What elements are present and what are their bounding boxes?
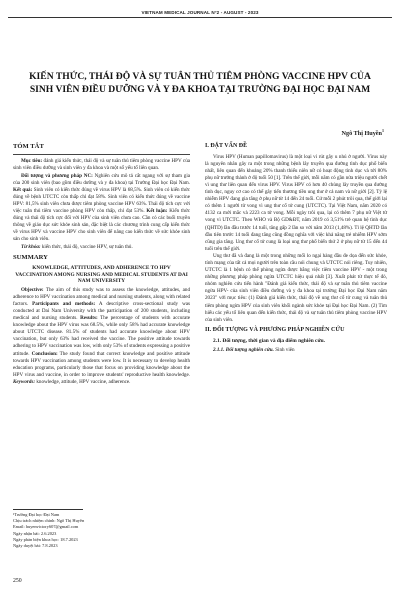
text-en-methods: A descriptive cross-sectional study was conducted at Dai Nam University with the participation of 200 students, including medical and nursing students. — [13, 301, 190, 322]
text-conclusion: Kiến thức đúng và thái độ tích cực đối với HPV của sinh viên chưa cao. Cần có các buổi truyền thông về giáo dục sức khỏe sinh sản, đặc biệt là các chương trình cung cấp kiến thức về virus HPV và vaccine HPV cho sinh viên để nâng cao kiến thức về sức khỏe sinh sản cho sinh viên. — [13, 207, 190, 243]
label-en-objective: Objective: — [21, 287, 44, 294]
methods-paragraph — [205, 347, 387, 354]
footnote-reviewed: Ngày phản biện khoa học: 18.7.2023 — [13, 536, 78, 542]
abstract-vi-methods — [13, 173, 190, 243]
english-title: KNOWLEDGE, ATTITUDES, AND ADHERENCE TO HPV VACCINATION AMONG NURSING AND MEDICAL STUDENTS AT DAI NAM UNIVERSITY — [15, 264, 188, 285]
author-name: Ngô Thị Huyền — [341, 130, 382, 138]
label-methods: Đối tượng và phương pháp NC: — [21, 172, 93, 179]
summary-heading: SUMMARY — [13, 253, 48, 261]
methods-subheading-2-1: 2.1. Đối tượng, thời gian và địa điểm nghiên cứu. — [213, 337, 326, 344]
left-column — [13, 143, 190, 386]
text-methods: Nghiên cứu mô tả cắt ngang với sự tham gia của 200 sinh viên (bao gồm điều dưỡng và y đa khoa) tại Trường Đại học Đại Nam. — [13, 172, 190, 186]
paper-title: KIẾN THỨC, THÁI ĐỘ VÀ SỰ TUÂN THỦ TIÊM PHÒNG VACCINE HPV CỦA SINH VIÊN ĐIỀU DƯỠNG VÀ Y ĐA KHOA TẠI TRƯỜNG ĐẠI HỌC ĐẠI NAM — [29, 71, 371, 95]
intro-paragraph-1: Virus HPV (Human papillomavirus) là một loại vi rút gây u nhú ở người. Virus này là nguyên nhân gây ra một trong những bệnh lây truyền qua đường tình dục phổ biến nhất, liên quan đến khoảng 20% thanh thiếu niên nữ có hoạt động tình dục và tới 80% phụ nữ trưởng thành ở độ tuổi 50 [1]. Trên thế giới, mỗi năm có gần nửa triệu người chết vì ung thư liên quan đến virus HPV. Virus HPV có hơn 40 chủng lây truyền qua đường tình dục, nguy cơ cao có thể gây tiến thương tiền ung thư ở cả nam và nữ giới [2]. Tỷ lệ nhiễm HPV đang gia tăng ở phụ nữ từ 14 đến 24 tuổi. Cứ mỗi 2 phút trôi qua, thế giới lại có thêm 1 người tử vong vì ung thư cổ tử cung (UTCTC). Tại Việt Nam, năm 2020 có 4132 ca mới mắc và 2223 ca tử vong. Mỗi ngày trôi qua, lại có thêm 7 phụ nữ Việt tử vong vì UTCTC. Theo WHO và Bộ GD&ĐT, năm 2019 có 3,51% trẻ quan hệ tình dục (QHTD) lần đầu trước 14 tuổi, tăng gấp 2 lần so với năm 2013 (1,48%). Tỉ lệ QHTD lần đầu tiên trước 14 tuổi đang tăng cũng đồng nghĩa với việc khả năng trẻ nhiễm HPV sớm cũng gia tăng. Ung thư cổ tử cung là loại ung thư phổ biến thứ 2 ở phụ nữ từ 15 đến 44 tuổi trên thế giới. — [205, 154, 387, 252]
footnote-rule — [13, 509, 83, 510]
text-en-conclusion: The study found that correct knowledge and positive attitude towards HPV vaccination among students were low. It is necessary to develop health education programs, particularly those that focus on providing knowledge about the HPV virus and vaccine, in order to improve students' reproductive health knowledge. — [13, 350, 190, 378]
label-objective: Mục tiêu: — [21, 158, 43, 165]
intro-heading: I. ĐẶT VẤN ĐỀ — [205, 143, 248, 149]
footnote-email: Email: huyenvictory607@gmail.com — [13, 524, 79, 530]
right-column — [205, 143, 387, 354]
methods-text: Sinh viên — [273, 346, 295, 353]
text-keywords-en: knowledge, attitude, HPV vaccine, adherence. — [35, 378, 131, 385]
label-en-conclusion: Conclusion: — [31, 350, 58, 357]
abstract-rule — [13, 154, 190, 155]
label-en-results: Results: — [80, 315, 98, 322]
methods-heading: II. ĐỐI TƯỢNG VÀ PHƯƠNG PHÁP NGHIÊN CỨU — [205, 326, 345, 333]
abstract-en-body — [13, 287, 190, 386]
page-number: 250 — [13, 578, 22, 584]
footnote-received: Ngày nhận bài: 2.6.2023 — [13, 530, 57, 536]
abstract-vi-objective — [13, 158, 190, 172]
label-en-methods: Participants and methods: — [32, 301, 96, 308]
label-keywords-vi: Từ khóa: — [21, 243, 41, 250]
author — [240, 128, 384, 137]
text-objective: đánh giá kiến thức, thái độ và sự tuân thủ tiêm phòng vaccine HPV của sinh viên điều dưỡng và sinh viên y đa khoa và một số yếu tố liên quan. — [13, 158, 191, 172]
header-rule — [8, 17, 392, 18]
footnote-corresponding: Chịu trách nhiệm chính: Ngô Thị Huyền — [13, 518, 85, 524]
label-results: Kết quả: — [13, 186, 33, 193]
text-keywords-vi: kiến thức, thái độ, vaccine HPV, sự tuân thủ. — [40, 243, 133, 250]
label-conclusion: Kết luận: — [146, 207, 168, 214]
journal-header: VIETNAM MEDICAL JOURNAL N°2 - AUGUST - 2023 — [141, 10, 259, 15]
footnote-affiliation: ¹Trường Đại học Đại Nam — [13, 512, 60, 517]
footnote — [13, 509, 190, 549]
abstract-vi-keywords — [13, 244, 190, 251]
text-results: Sinh viên có kiến thức đúng về virus HPV là 68,5%. Sinh viên có kiến thức đúng về bệnh UTCTC còn thấp chỉ đạt 58%. Sinh viên có kiến thức đúng về vaccine HPV: 81,5% sinh viên chưa được tiêm phòng vaccine HPV 63%. Thái độ tích cực với việc tuân thủ tiêm vaccine phòng HPV còn thấp, chỉ đạt 53%. — [13, 186, 190, 214]
author-affiliation-mark: 1 — [382, 128, 384, 133]
label-keywords-en: Keywords: — [13, 378, 36, 385]
methods-subheading-2-1-1: 2.1.1. Đối tượng nghiên cứu. — [213, 346, 274, 353]
footnote-accepted: Ngày duyệt bài: 7.8.2023 — [13, 543, 58, 549]
abstract-vi-heading: TÓM TẮT — [13, 143, 44, 150]
intro-paragraph-2: Ung thư đã và đang là một trong những mối lo ngại hàng đầu đe dọa đến sức khỏe, tính mạng của tất cả mọi người trên toàn cầu nói chung và UTCTC nói riêng. Tuy nhiên, UTCTC là 1 bệnh có thể phòng ngừa được bằng việc tiêm vaccine HPV - một trong những phương pháp phòng ngừa UTCTC hiệu quả nhất [3]. Xuất phát từ thực tế đó, nhóm nghiên cứu tiến hành "Đánh giá kiến thức, thái độ và sự tuân thủ tiêm vaccine ngừa HPV- của sinh viên điều dưỡng và y đa khoa tại trường Đại học Đại Nam năm 2023" với mục tiêu: (1) Đánh giá kiến thức, thái độ về ung thư cổ tử cung và tuân thủ tiêm phòng ngừa HPV của sinh viên khối ngành sức khỏe tại Đại học Đại Nam. (2) Tìm hiểu các yếu tố liên quan đến kiến thức, thái độ và sự tuân thủ tiêm phòng vaccine HPV của sinh viên. — [205, 253, 387, 323]
text-en-results: The percentage of students with accurate knowledge about the HPV virus was 68.5%, while only 58% had accurate knowledge about UTCTC disease. 81.5% of students had accurate knowledge about HPV vaccination, but only 63% had received the vaccine. The positive attitude towards adhering to HPV vaccination was low, with only 53% of students expressing a positive attitude. — [13, 315, 190, 357]
text-en-objective: The aim of this study was to assess the knowledge, attitudes, and adherence to HPV vaccination among medical and nursing students, along with related factors. — [13, 287, 191, 308]
